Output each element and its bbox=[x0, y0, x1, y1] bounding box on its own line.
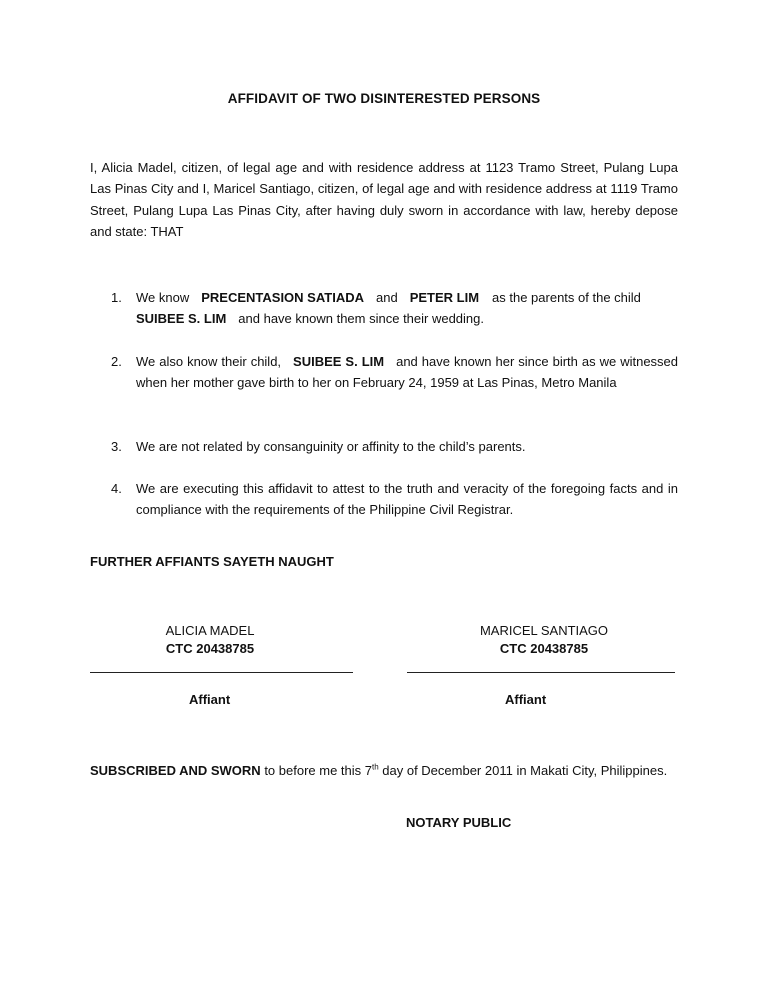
further-affiants-heading: FURTHER AFFIANTS SAYETH NAUGHT bbox=[90, 554, 334, 569]
child-name: SUIBEE S. LIM bbox=[136, 311, 227, 327]
item-text: as the parents of the child bbox=[492, 290, 641, 305]
item-number: 4. bbox=[111, 481, 122, 496]
parent-name: PETER LIM bbox=[409, 290, 480, 305]
list-item-1 bbox=[111, 287, 678, 330]
item-number: 3. bbox=[111, 439, 122, 454]
affiant-label-left: Affiant bbox=[189, 692, 231, 707]
intro-paragraph: I, Alicia Madel, citizen, of legal age and with residence address at 1123 Tramo Street, Pulang Lupa Las Pinas City and I, Maricel Santiago, citizen, of legal age and with residence address at 1119 Tramo Street, Pulang Lupa Las Pinas City, after having duly sworn in accordance with law, hereby depose and state: THAT bbox=[90, 160, 678, 239]
subscribed-sworn-paragraph bbox=[90, 760, 690, 781]
signatory-name: MARICEL SANTIAGO bbox=[479, 623, 609, 638]
parent-name: PRECENTASION SATIADA bbox=[201, 290, 364, 305]
signatory-ctc: CTC 20438785 bbox=[165, 641, 255, 656]
affiant-label-right: Affiant bbox=[505, 692, 547, 707]
item-text: We are executing this affidavit to attest to the truth and veracity of the foregoing facts and in compliance with the requirements of the Philippine Civil Registrar. bbox=[136, 481, 678, 518]
item-text: and have known her since birth as we witnessed when her mother gave birth to her on February 24, 1959 at Las Pinas, Metro Manila bbox=[136, 354, 679, 391]
notary-public-label: NOTARY PUBLIC bbox=[406, 815, 512, 830]
item-text: and have known them since their wedding. bbox=[238, 311, 485, 327]
item-text: We are not related by consanguinity or affinity to the child’s parents. bbox=[136, 439, 526, 454]
item-number: 1. bbox=[111, 290, 122, 305]
list-item-3 bbox=[111, 436, 678, 457]
signature-line-right bbox=[407, 672, 675, 673]
signature-line-left bbox=[90, 672, 353, 673]
ordinal-suffix: th bbox=[371, 762, 379, 772]
signatory-block-left bbox=[90, 622, 330, 658]
signatory-ctc: CTC 20438785 bbox=[499, 641, 589, 656]
item-number: 2. bbox=[111, 354, 122, 369]
signatory-block-right bbox=[464, 622, 624, 658]
subscribed-text: to before me this 7 bbox=[260, 763, 372, 778]
item-text: and bbox=[375, 290, 398, 305]
item-text: We know bbox=[136, 290, 190, 305]
subscribed-sworn-label: SUBSCRIBED AND SWORN bbox=[90, 763, 261, 778]
list-item-4 bbox=[111, 478, 678, 521]
subscribed-text: day of December 2011 in Makati City, Philippines. bbox=[378, 763, 668, 778]
signatory-name: ALICIA MADEL bbox=[165, 623, 255, 638]
child-name: SUIBEE S. LIM bbox=[293, 354, 385, 369]
document-title: AFFIDAVIT OF TWO DISINTERESTED PERSONS bbox=[227, 91, 541, 106]
list-item-2 bbox=[111, 351, 678, 394]
item-text: We also know their child, bbox=[136, 354, 282, 369]
